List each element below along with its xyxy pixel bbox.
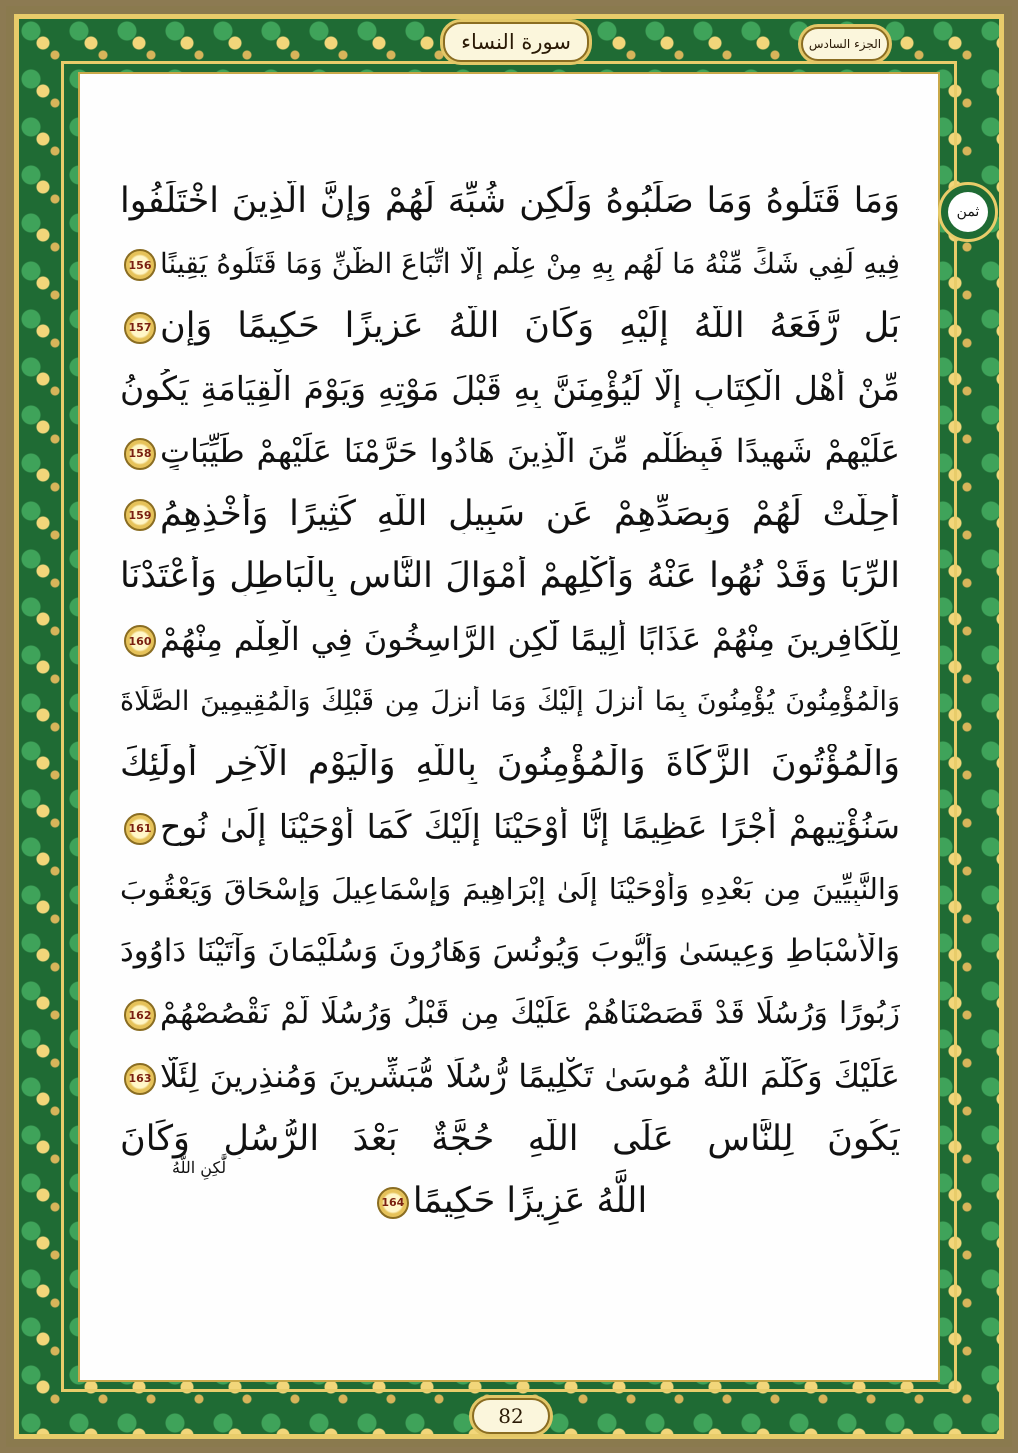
verse-line-text bbox=[120, 1057, 900, 1095]
surah-title: سورة النساء bbox=[443, 22, 589, 62]
verse-line bbox=[120, 170, 900, 233]
verse-line bbox=[120, 358, 900, 421]
verse-line bbox=[120, 295, 900, 358]
verse-line-text: وَالْأَسْبَاطِ وَعِيسَىٰ وَأَيُّوبَ وَيُونُسَ وَهَارُونَ وَسُلَيْمَانَ وَآتَيْنَا دَاوُودَ bbox=[120, 933, 900, 970]
ayah-number-marker: 156 bbox=[124, 249, 156, 281]
verse-line-text: يَكُونَ لِلنَّاسِ عَلَى اللَّهِ حُجَّةٌ بَعْدَ الرُّسُلِ وَكَانَ bbox=[120, 1118, 900, 1159]
verse-text: فِيهِ لَفِي شَكٍّ مِّنْهُ مَا لَهُم بِهِ مِنْ عِلْمٍ إِلَّا اتِّبَاعَ الظَّنِّ وَمَا قَتَلُوهُ يَقِينًا bbox=[160, 246, 900, 280]
verse-text: أُحِلَّتْ لَهُمْ وَبِصَدِّهِمْ عَن سَبِيلِ اللَّهِ كَثِيرًا وَأَخْذِهِمُ bbox=[160, 493, 900, 534]
verse-line bbox=[120, 545, 900, 608]
hizb-marker-label: ثمن bbox=[948, 192, 988, 232]
verse-line-text bbox=[120, 807, 900, 846]
verse-line bbox=[120, 233, 900, 296]
verse-line-text bbox=[120, 306, 900, 346]
ayah-number-marker: 157 bbox=[124, 312, 156, 344]
ayah-number-marker: 164 bbox=[377, 1187, 409, 1219]
verse-line bbox=[120, 608, 900, 671]
verse-line bbox=[120, 920, 900, 983]
verse-line bbox=[120, 1045, 900, 1108]
verse-line-text: وَمَا قَتَلُوهُ وَمَا صَلَبُوهُ وَلَٰكِن شُبِّهَ لَهُمْ وَإِنَّ الَّذِينَ اخْتَلَفُوا bbox=[120, 181, 900, 222]
verse-text: عَلَيْهِمْ شَهِيدًا فَبِظُلْمٍ مِّنَ الَّذِينَ هَادُوا حَرَّمْنَا عَلَيْهِمْ طَيِّبَاتٍ bbox=[160, 432, 900, 471]
verse-line-text bbox=[120, 494, 900, 534]
verse-line-text bbox=[373, 1181, 647, 1221]
verse-line bbox=[120, 1108, 900, 1171]
verse-line-text bbox=[120, 996, 900, 1031]
catchword: لَّٰكِنِ اللَّهُ bbox=[172, 1158, 227, 1177]
hizb-marker-badge bbox=[938, 182, 998, 242]
verse-line-text: وَالْمُؤْتُونَ الزَّكَاةَ وَالْمُؤْمِنُونَ بِاللَّهِ وَالْيَوْمِ الْآخِرِ أُولَٰئِكَ bbox=[120, 743, 900, 784]
verse-text: اللَّهُ عَزِيزًا حَكِيمًا bbox=[412, 1181, 648, 1222]
ayah-number-marker: 158 bbox=[124, 438, 156, 470]
verses-block bbox=[120, 170, 900, 1233]
page-number: 82 bbox=[472, 1398, 550, 1434]
verse-line bbox=[120, 483, 900, 546]
verse-line-text: الرِّبَا وَقَدْ نُهُوا عَنْهُ وَأَكْلِهِمْ أَمْوَالَ النَّاسِ بِالْبَاطِلِ وَأَعْتَدْنَا bbox=[120, 556, 900, 597]
juz-title: الجزء السادس bbox=[801, 27, 889, 61]
verse-line bbox=[120, 983, 900, 1046]
verse-line bbox=[120, 795, 900, 858]
ayah-number-marker: 163 bbox=[124, 1063, 156, 1095]
verse-line bbox=[120, 420, 900, 483]
verse-line bbox=[120, 670, 900, 733]
verse-line-text: مِّنْ أَهْلِ الْكِتَابِ إِلَّا لَيُؤْمِنَنَّ بِهِ قَبْلَ مَوْتِهِ وَيَوْمَ الْقِيَامَةِ يَكُونُ bbox=[120, 369, 900, 409]
verse-line bbox=[120, 733, 900, 796]
ayah-number-marker: 159 bbox=[124, 499, 156, 531]
verse-text: بَل رَّفَعَهُ اللَّهُ إِلَيْهِ وَكَانَ اللَّهُ عَزِيزًا حَكِيمًا وَإِن bbox=[160, 306, 900, 347]
verse-line bbox=[120, 858, 900, 921]
verse-text: لِلْكَافِرِينَ مِنْهُمْ عَذَابًا أَلِيمًا لَّٰكِنِ الرَّاسِخُونَ فِي الْعِلْمِ مِنْهُمْ bbox=[160, 619, 900, 658]
verse-line-text: وَالْمُؤْمِنُونَ يُؤْمِنُونَ بِمَا أُنزِلَ إِلَيْكَ وَمَا أُنزِلَ مِن قَبْلِكَ وَالْمُقِيمِينَ الصَّلَاةَ bbox=[120, 685, 900, 717]
verse-text: زَبُورًا وَرُسُلًا قَدْ قَصَصْنَاهُمْ عَلَيْكَ مِن قَبْلُ وَرُسُلًا لَّمْ نَقْصُصْهُمْ bbox=[160, 996, 900, 1032]
verse-line-text: وَالنَّبِيِّينَ مِن بَعْدِهِ وَأَوْحَيْنَا إِلَىٰ إِبْرَاهِيمَ وَإِسْمَاعِيلَ وَإِسْحَاقَ وَيَعْقُوبَ bbox=[120, 871, 900, 906]
ayah-number-marker: 162 bbox=[124, 999, 156, 1031]
verse-line-text bbox=[120, 247, 900, 282]
verse-text: سَنُؤْتِيهِمْ أَجْرًا عَظِيمًا إِنَّا أَوْحَيْنَا إِلَيْكَ كَمَا أَوْحَيْنَا إِلَىٰ نُوحٍ bbox=[160, 806, 900, 846]
verse-line-text bbox=[120, 432, 900, 470]
ayah-number-marker: 160 bbox=[124, 625, 156, 657]
verse-line bbox=[120, 1170, 900, 1233]
verse-text: عَلَيْكَ وَكَلَّمَ اللَّهُ مُوسَىٰ تَكْلِيمًا رُّسُلًا مُّبَشِّرِينَ وَمُنذِرِينَ لِئَلَّا bbox=[160, 1057, 900, 1096]
verse-line-text bbox=[120, 620, 900, 658]
ayah-number-marker: 161 bbox=[124, 813, 156, 845]
